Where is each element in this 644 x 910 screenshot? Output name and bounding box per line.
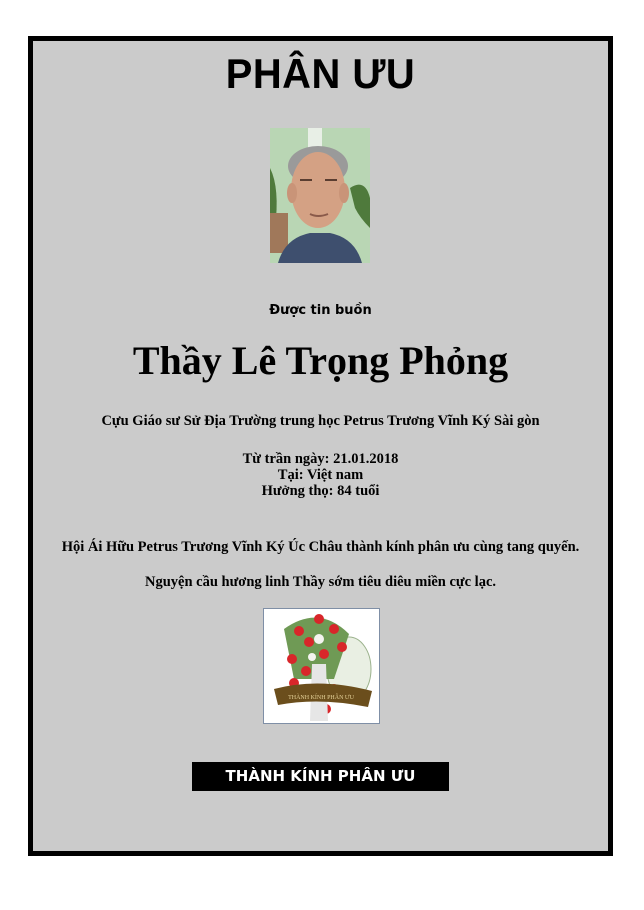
deceased-role: Cựu Giáo sư Sử Địa Trường trung học Petrus Trương Vĩnh Ký Sài gòn	[101, 413, 540, 429]
condolence-message: Hội Ái Hữu Petrus Trương Vĩnh Ký Úc Châu thành kính phân ưu cùng tang quyến.	[61, 539, 580, 555]
deceased-name: Thầy Lê Trọng Phỏng	[132, 338, 509, 383]
obituary-card	[28, 36, 613, 856]
condolence-banner: THÀNH KÍNH PHÂN ƯU	[192, 762, 449, 791]
page-title: PHÂN ƯU	[225, 50, 416, 97]
death-details	[33, 451, 608, 499]
death-place: Tại: Việt nam	[277, 467, 364, 483]
prayer-message: Nguyện cầu hương linh Thầy sớm tiêu diêu miền cực lạc.	[144, 574, 497, 590]
wreath-ribbon-text: THÀNH KÍNH PHÂN ƯU	[288, 695, 354, 701]
age-at-death: Hưởng thọ: 84 tuổi	[261, 483, 380, 499]
portrait-photo-icon	[270, 128, 370, 263]
death-date: Từ trần ngày: 21.01.2018	[242, 451, 399, 467]
intro-text: Được tin buồn	[269, 303, 372, 318]
funeral-wreath-icon	[263, 608, 380, 724]
